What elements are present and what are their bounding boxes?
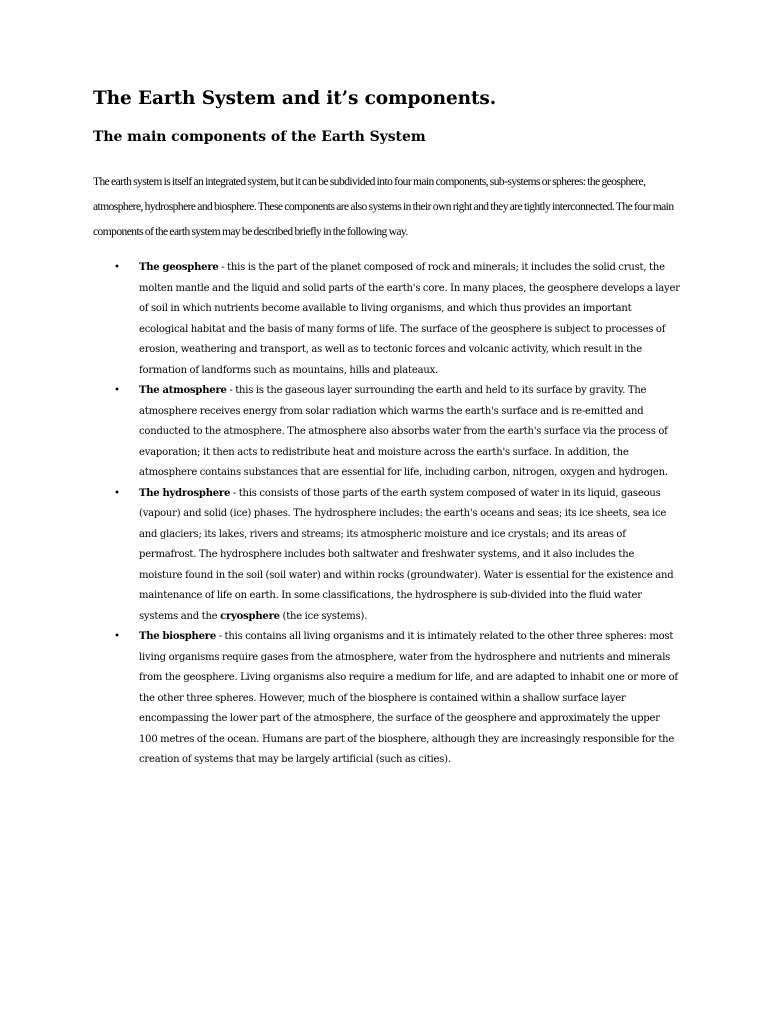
description-biosphere: - this contains all living organisms and it is intimately related to the other three spheres: most living organisms require gases from the atmosphere, water from the hydrosphere and nutrients and minerals from the geosphere. Living organisms also require a medium for life, and are adapted to inhabit one or more of the other three spheres. However, much of the biosphere is contained within a shallow surface layer encompassing the lower part of the atmosphere, the surface of the geosphere and approximately the upper 100 metres of the ocean. Humans are part of the biosphere, although they are increasingly responsible for the creation of systems that may be largely artificial (such as cities).: [139, 631, 678, 765]
description-hydrosphere: - this consists of those parts of the earth system composed of water in its liquid, gaseous (vapour) and solid (ice) phases. The hydrosphere includes: the earth's oceans and seas; its ice sheets, sea ice and glaciers; its lakes, rivers and streams; its atmospheric moisture and ice crystals; and its areas of permafrost. The hydrosphere includes both saltwater and freshwater systems, and it also includes the moisture found in the soil (soil water) and within rocks (groundwater). Water is essential for the existence and maintenance of life on earth. In some classifications, the hydrosphere is sub-divided into the fluid water systems and the: [139, 487, 674, 622]
list-item-biosphere: [110, 627, 680, 771]
components-list: [110, 258, 680, 771]
document-subtitle: The main components of the Earth System: [93, 129, 426, 145]
document-title: The Earth System and it’s components.: [93, 88, 497, 109]
term-biosphere: The biosphere: [139, 631, 217, 642]
intro-paragraph: The earth system is itself an integrated system, but it can be subdivided into four main components, sub-systems or spheres: the geosphere, atmosphere, hydrosphere and biosphere. These components are also systems in their own right and they are tightly interconnected. The four main components of the earth system may be described briefly in the following way.: [93, 176, 674, 238]
term-hydrosphere: The hydrosphere: [139, 487, 231, 499]
bullet-icon: •: [114, 262, 120, 273]
description-atmosphere: - this is the gaseous layer surrounding the earth and held to its surface by gravity. The atmosphere receives energy from solar radiation which warms the earth's surface and is re-emitted and conducted to the atmosphere. The atmosphere also absorbs water from the earth's surface via the process of evaporation; it then acts to redistribute heat and moisture across the earth's surface. In addition, the atmosphere contains substances that are essential for life, including carbon, nitrogen, oxygen and hydrogen.: [139, 385, 668, 478]
description-geosphere: - this is the part of the planet composed of rock and minerals; it includes the solid crust, the molten mantle and the liquid and solid parts of the earth's core. In many places, the geosphere develops a layer of soil in which nutrients become available to living organisms, and which thus provides an important ecological habitat and the basis of many forms of life. The surface of the geosphere is subject to processes of erosion, weathering and transport, as well as to tectonic forces and volcanic activity, which result in the formation of landforms such as mountains, hills and plateaux.: [139, 262, 680, 376]
description-cryosphere: (the ice systems).: [279, 610, 368, 622]
term-geosphere: The geosphere: [139, 262, 219, 273]
list-item-geosphere: [110, 258, 680, 381]
list-item-atmosphere: [110, 381, 680, 484]
bullet-icon: •: [114, 385, 120, 396]
bullet-icon: •: [114, 631, 120, 642]
term-cryosphere: cryosphere: [220, 610, 280, 622]
bullet-icon: •: [114, 487, 120, 499]
term-atmosphere: The atmosphere: [139, 385, 227, 396]
list-item-hydrosphere: [110, 484, 680, 628]
